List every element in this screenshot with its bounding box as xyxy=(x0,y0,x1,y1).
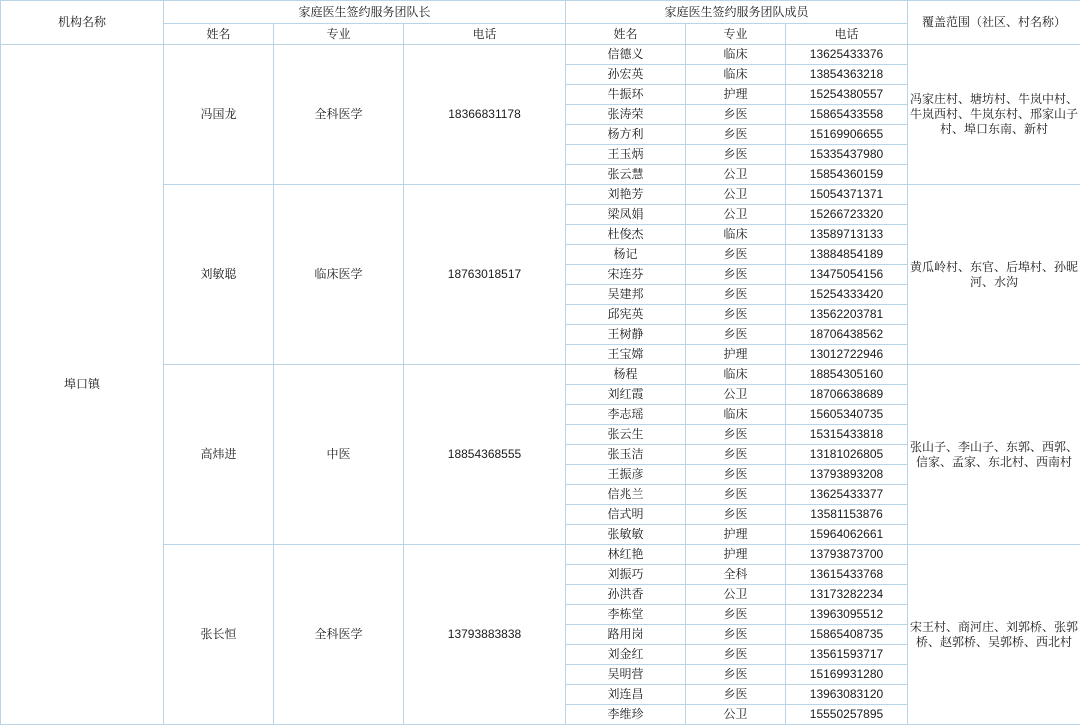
member-phone-cell: 15169931280 xyxy=(786,665,908,685)
member-major-cell: 临床 xyxy=(686,45,786,65)
org-name-cell: 埠口镇 xyxy=(1,45,164,725)
member-phone-cell: 13963095512 xyxy=(786,605,908,625)
leader-major-cell: 全科医学 xyxy=(274,45,404,185)
member-major-cell: 乡医 xyxy=(686,305,786,325)
member-major-cell: 乡医 xyxy=(686,685,786,705)
member-phone-cell: 18706438562 xyxy=(786,325,908,345)
member-phone-cell: 15865433558 xyxy=(786,105,908,125)
member-name-cell: 刘连昌 xyxy=(566,685,686,705)
member-major-cell: 乡医 xyxy=(686,485,786,505)
member-major-cell: 乡医 xyxy=(686,445,786,465)
member-name-cell: 王振彦 xyxy=(566,465,686,485)
member-major-cell: 公卫 xyxy=(686,165,786,185)
member-phone-cell: 13615433768 xyxy=(786,565,908,585)
member-phone-cell: 15169906655 xyxy=(786,125,908,145)
member-name-cell: 刘金红 xyxy=(566,645,686,665)
member-name-cell: 张涛荣 xyxy=(566,105,686,125)
member-name-cell: 王树静 xyxy=(566,325,686,345)
member-name-cell: 信式明 xyxy=(566,505,686,525)
member-major-cell: 乡医 xyxy=(686,265,786,285)
member-name-cell: 李志瑶 xyxy=(566,405,686,425)
member-name-cell: 杨方利 xyxy=(566,125,686,145)
member-major-cell: 乡医 xyxy=(686,605,786,625)
member-phone-cell: 13625433376 xyxy=(786,45,908,65)
member-major-cell: 临床 xyxy=(686,65,786,85)
member-phone-cell: 13561593717 xyxy=(786,645,908,665)
table-row xyxy=(1,45,1080,65)
member-phone-cell: 13625433377 xyxy=(786,485,908,505)
member-name-cell: 宋连芬 xyxy=(566,265,686,285)
header-leader-group: 家庭医生签约服务团队长 xyxy=(164,1,566,24)
member-name-cell: 吴明营 xyxy=(566,665,686,685)
leader-phone-cell: 18854368555 xyxy=(404,365,566,545)
header-member-name: 姓名 xyxy=(566,24,686,45)
member-phone-cell: 13173282234 xyxy=(786,585,908,605)
member-name-cell: 李栋堂 xyxy=(566,605,686,625)
member-name-cell: 王玉炳 xyxy=(566,145,686,165)
member-name-cell: 孙洪香 xyxy=(566,585,686,605)
member-major-cell: 公卫 xyxy=(686,585,786,605)
member-major-cell: 公卫 xyxy=(686,205,786,225)
member-name-cell: 张云生 xyxy=(566,425,686,445)
member-major-cell: 乡医 xyxy=(686,505,786,525)
member-name-cell: 杜俊杰 xyxy=(566,225,686,245)
member-major-cell: 乡医 xyxy=(686,425,786,445)
member-major-cell: 临床 xyxy=(686,405,786,425)
leader-name-cell: 冯国龙 xyxy=(164,45,274,185)
member-name-cell: 孙宏英 xyxy=(566,65,686,85)
table-body xyxy=(1,45,1080,725)
leader-major-cell: 中医 xyxy=(274,365,404,545)
leader-phone-cell: 18366831178 xyxy=(404,45,566,185)
member-name-cell: 杨记 xyxy=(566,245,686,265)
member-major-cell: 乡医 xyxy=(686,645,786,665)
member-name-cell: 信兆兰 xyxy=(566,485,686,505)
member-name-cell: 邱宪英 xyxy=(566,305,686,325)
member-name-cell: 张玉洁 xyxy=(566,445,686,465)
member-major-cell: 护理 xyxy=(686,345,786,365)
member-name-cell: 路用岗 xyxy=(566,625,686,645)
member-major-cell: 乡医 xyxy=(686,245,786,265)
member-phone-cell: 15335437980 xyxy=(786,145,908,165)
member-phone-cell: 15315433818 xyxy=(786,425,908,445)
member-major-cell: 公卫 xyxy=(686,385,786,405)
member-major-cell: 护理 xyxy=(686,545,786,565)
header-member-phone: 电话 xyxy=(786,24,908,45)
header-leader-major: 专业 xyxy=(274,24,404,45)
member-name-cell: 杨程 xyxy=(566,365,686,385)
coverage-scope-cell: 张山子、李山子、东郭、西郭、信家、孟家、东北村、西南村 xyxy=(908,365,1080,545)
member-phone-cell: 15266723320 xyxy=(786,205,908,225)
leader-major-cell: 临床医学 xyxy=(274,185,404,365)
member-major-cell: 乡医 xyxy=(686,285,786,305)
member-major-cell: 护理 xyxy=(686,85,786,105)
header-org: 机构名称 xyxy=(1,1,164,45)
member-phone-cell: 18706638689 xyxy=(786,385,908,405)
coverage-scope-cell: 宋王村、商河庄、刘郭桥、张郭桥、赵郭桥、吴郭桥、西北村 xyxy=(908,545,1080,725)
member-name-cell: 吴建邦 xyxy=(566,285,686,305)
member-phone-cell: 15854360159 xyxy=(786,165,908,185)
member-major-cell: 乡医 xyxy=(686,125,786,145)
header-leader-phone: 电话 xyxy=(404,24,566,45)
member-phone-cell: 15964062661 xyxy=(786,525,908,545)
header-member-major: 专业 xyxy=(686,24,786,45)
member-major-cell: 乡医 xyxy=(686,665,786,685)
member-phone-cell: 15254333420 xyxy=(786,285,908,305)
member-major-cell: 乡医 xyxy=(686,105,786,125)
member-phone-cell: 13581153876 xyxy=(786,505,908,525)
leader-name-cell: 刘敏聪 xyxy=(164,185,274,365)
header-member-group: 家庭医生签约服务团队成员 xyxy=(566,1,908,24)
member-name-cell: 张云慧 xyxy=(566,165,686,185)
member-name-cell: 刘艳芳 xyxy=(566,185,686,205)
member-phone-cell: 18854305160 xyxy=(786,365,908,385)
member-name-cell: 李维珍 xyxy=(566,705,686,725)
leader-phone-cell: 18763018517 xyxy=(404,185,566,365)
member-name-cell: 刘振巧 xyxy=(566,565,686,585)
member-name-cell: 牛振环 xyxy=(566,85,686,105)
member-major-cell: 乡医 xyxy=(686,145,786,165)
member-phone-cell: 13793893208 xyxy=(786,465,908,485)
member-phone-cell: 13181026805 xyxy=(786,445,908,465)
coverage-scope-cell: 冯家庄村、塘坊村、牛岚中村、牛岚西村、牛岚东村、邢家山子村、埠口东南、新村 xyxy=(908,45,1080,185)
member-phone-cell: 13562203781 xyxy=(786,305,908,325)
member-phone-cell: 13963083120 xyxy=(786,685,908,705)
member-phone-cell: 13793873700 xyxy=(786,545,908,565)
header-leader-name: 姓名 xyxy=(164,24,274,45)
member-phone-cell: 15054371371 xyxy=(786,185,908,205)
leader-major-cell: 全科医学 xyxy=(274,545,404,725)
member-name-cell: 信德义 xyxy=(566,45,686,65)
member-major-cell: 乡医 xyxy=(686,625,786,645)
member-name-cell: 梁凤娟 xyxy=(566,205,686,225)
member-major-cell: 乡医 xyxy=(686,465,786,485)
member-phone-cell: 15605340735 xyxy=(786,405,908,425)
member-name-cell: 张敏敏 xyxy=(566,525,686,545)
member-major-cell: 临床 xyxy=(686,225,786,245)
leader-name-cell: 张长恒 xyxy=(164,545,274,725)
member-phone-cell: 13475054156 xyxy=(786,265,908,285)
member-phone-cell: 13589713133 xyxy=(786,225,908,245)
member-major-cell: 护理 xyxy=(686,525,786,545)
leader-phone-cell: 13793883838 xyxy=(404,545,566,725)
member-name-cell: 刘红霞 xyxy=(566,385,686,405)
member-name-cell: 林红艳 xyxy=(566,545,686,565)
table-header xyxy=(1,1,1080,45)
member-phone-cell: 15254380557 xyxy=(786,85,908,105)
member-phone-cell: 13884854189 xyxy=(786,245,908,265)
member-major-cell: 公卫 xyxy=(686,185,786,205)
member-phone-cell: 13012722946 xyxy=(786,345,908,365)
coverage-scope-cell: 黄瓜岭村、东官、后埠村、孙昵河、水沟 xyxy=(908,185,1080,365)
member-major-cell: 公卫 xyxy=(686,705,786,725)
member-name-cell: 王宝嫦 xyxy=(566,345,686,365)
member-phone-cell: 15550257895 xyxy=(786,705,908,725)
member-major-cell: 临床 xyxy=(686,365,786,385)
member-major-cell: 乡医 xyxy=(686,325,786,345)
leader-name-cell: 高炜进 xyxy=(164,365,274,545)
member-phone-cell: 13854363218 xyxy=(786,65,908,85)
member-major-cell: 全科 xyxy=(686,565,786,585)
member-phone-cell: 15865408735 xyxy=(786,625,908,645)
header-scope: 覆盖范围（社区、村名称） xyxy=(908,1,1080,45)
